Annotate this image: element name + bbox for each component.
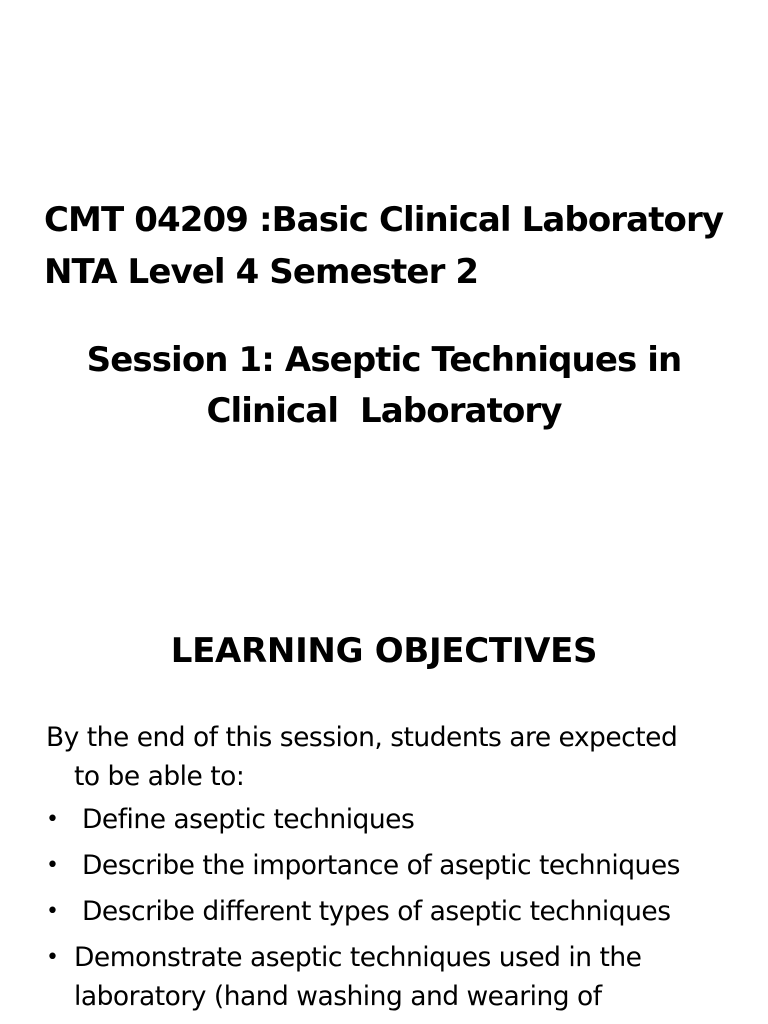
objectives-heading: LEARNING OBJECTIVES	[170, 631, 598, 671]
bullet-icon: •	[46, 807, 59, 832]
intro-text	[46, 718, 726, 796]
list-item	[46, 846, 736, 885]
list-item	[46, 800, 736, 839]
objective-text: Define aseptic techniques	[82, 804, 415, 835]
course-code-line: CMT 04209 :Basic Clinical Laboratory	[44, 200, 724, 240]
course-level-line: NTA Level 4 Semester 2	[44, 252, 479, 292]
objectives-list	[46, 800, 736, 1023]
session-title-line-1: Session 1: Aseptic Techniques in	[86, 340, 682, 380]
objective-text-continued: laboratory (hand washing and wearing of	[74, 981, 602, 1012]
bullet-icon: •	[46, 945, 59, 970]
objective-text: Demonstrate aseptic techniques used in the	[74, 942, 642, 973]
objective-text: Describe different types of aseptic techniques	[82, 896, 671, 927]
list-item	[46, 938, 736, 1016]
intro-line-1: By the end of this session, students are expected	[46, 722, 678, 753]
bullet-icon: •	[46, 899, 59, 924]
objective-text: Describe the importance of aseptic techniques	[82, 850, 680, 881]
intro-line-2: to be able to:	[74, 761, 245, 792]
list-item	[46, 892, 736, 931]
session-title-line-2: Clinical Laboratory	[206, 391, 562, 431]
bullet-icon: •	[46, 853, 59, 878]
course-title-block	[44, 194, 744, 298]
session-title	[40, 335, 728, 437]
